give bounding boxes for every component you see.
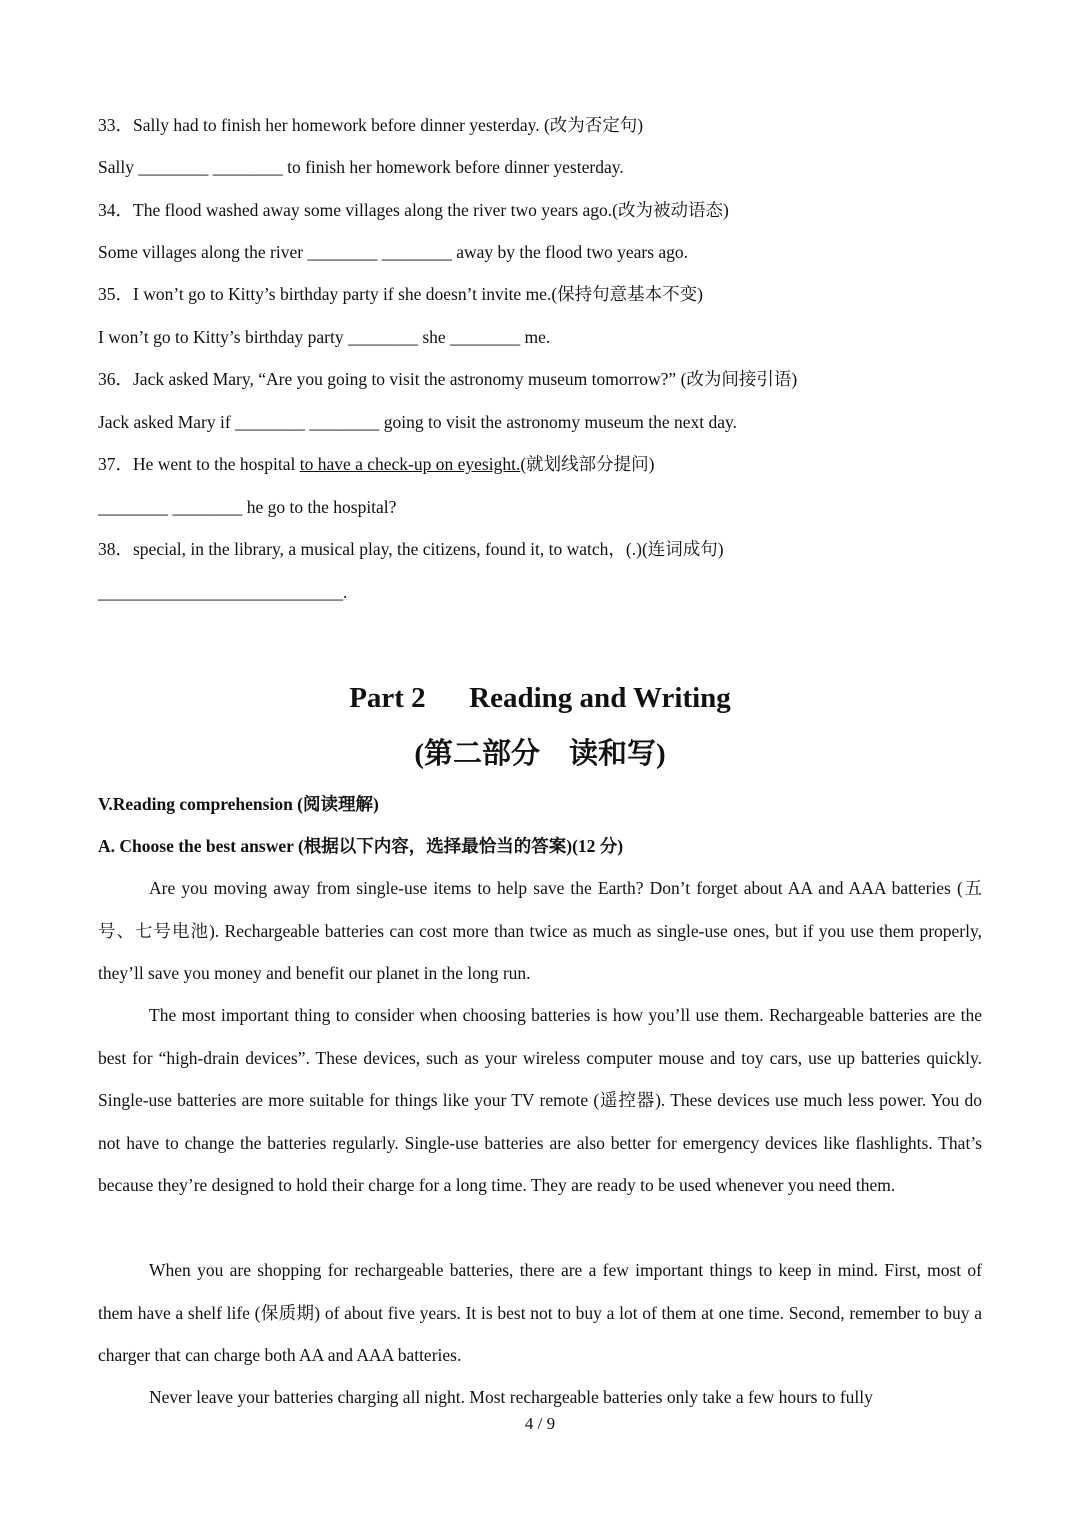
question-33-answer-line: Sally ________ ________ to finish her homework before dinner yesterday. <box>98 157 624 177</box>
section-heading: V.Reading comprehension (阅读理解) <box>98 794 379 814</box>
question-38-prompt: 38．special, in the library, a musical play, the citizens, found it, to watch，(.)(连词成句) <box>98 539 724 559</box>
reading-paragraph-4: Never leave your batteries charging all night. Most rechargeable batteries only take a few hours to fully <box>149 1387 873 1407</box>
question-36-answer-line: Jack asked Mary if ________ ________ going to visit the astronomy museum the next day. <box>98 412 737 432</box>
question-36-prompt: 36．Jack asked Mary, “Are you going to visit the astronomy museum tomorrow?” (改为间接引语) <box>98 369 798 389</box>
page-number: 4 / 9 <box>524 1414 556 1433</box>
question-34-prompt: 34．The flood washed away some villages along the river two years ago.(改为被动语态) <box>98 200 729 220</box>
reading-paragraph-2: The most important thing to consider when choosing batteries is how you’ll use them. Rechargeable batteries are the best for “high-drain devices”. These devices, such as your wireless computer mouse and toy cars, use up batteries quickly. Single-use batteries are more suitable for things like your TV remote (遥控器). These devices use much less power. You do not have to change the batteries regularly. Single-use batteries are also better for emergency devices like flashlights. That’s because they’re designed to hold their charge for a long time. They are ready to be used whenever you need them. <box>98 1005 982 1195</box>
question-37-answer-line: ________ ________ he go to the hospital? <box>98 497 397 517</box>
question-37-instruction: (就划线部分提问) <box>520 454 655 474</box>
reading-paragraph-3: When you are shopping for rechargeable batteries, there are a few important things to keep in mind. First, most of them have a shelf life (保质期) of about five years. It is best not to buy a lot of them at one time. Second, remember to buy a charger that can charge both AA and AAA batteries. <box>98 1260 982 1365</box>
part-subtitle: (第二部分 读和写) <box>414 738 666 770</box>
question-33-prompt: 33．Sally had to finish her homework before dinner yesterday. (改为否定句) <box>98 115 644 135</box>
reading-paragraph-1: Are you moving away from single-use items to help save the Earth? Don’t forget about AA and AAA batteries (五号、七号电池). Rechargeable batteries can cost more than twice as much as single-use ones, but if you use them properly, they’ll save you money and benefit our planet in the long run. <box>98 878 982 983</box>
question-35-prompt: 35．I won’t go to Kitty’s birthday party if she doesn’t invite me.(保持句意基本不变) <box>98 284 703 304</box>
part-title: Part 2 Reading and Writing <box>349 682 731 714</box>
question-38-answer-line: ____________________________. <box>98 582 348 602</box>
question-37-prompt-start: 37．He went to the hospital <box>98 454 300 474</box>
question-35-answer-line: I won’t go to Kitty’s birthday party ________ she ________ me. <box>98 327 551 347</box>
subsection-heading: A. Choose the best answer (根据以下内容，选择最恰当的答案)(12 分) <box>98 836 624 856</box>
question-37-prompt <box>98 453 982 475</box>
question-37-underlined-part: to have a check-up on eyesight. <box>299 454 521 474</box>
question-34-answer-line: Some villages along the river ________ ________ away by the flood two years ago. <box>98 242 689 262</box>
